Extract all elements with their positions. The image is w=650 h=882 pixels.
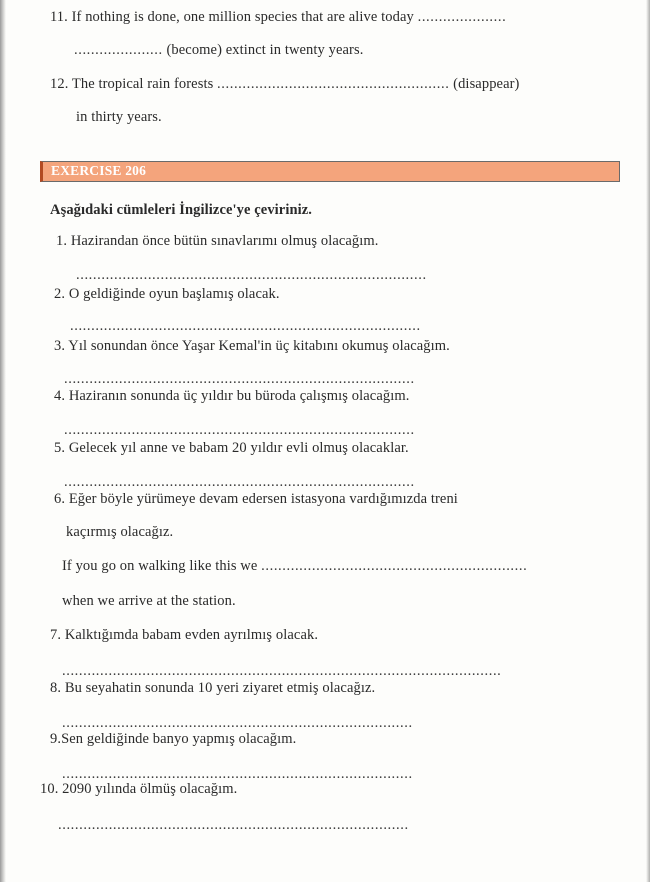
item-text: Kalktığımda babam evden ayrılmış olacak. [64,627,319,643]
item-number: 5. [54,440,66,456]
item-text: Haziranın sonunda üç yıldır bu büroda çalışmış olacağım. [68,388,410,404]
answer-blank-5[interactable]: ................................................................................... [64,474,415,490]
item-number: 7. [50,627,62,643]
item-number: 2. [54,286,66,302]
item-number: 6. [54,491,66,507]
answer-blank-7[interactable]: ........................................................................................................ [62,663,502,679]
item-number: 9. [50,731,62,747]
exercise-item-6-hint [62,557,527,575]
item-text: If nothing is done, one million species that are alive today [71,9,414,25]
exercise-item-10 [40,780,237,798]
item-number: 8. [50,680,62,696]
exercise-item-3 [54,337,450,355]
exercise-item-8 [50,679,375,697]
item-text: Eğer böyle yürümeye devam edersen istasyona vardığımızda treni [68,491,458,507]
answer-blank-6[interactable]: ............................................................... [261,558,528,574]
item-text: (become) extinct in twenty years. [166,42,364,58]
exercise-item-5 [54,439,409,457]
item-number: 12. [50,76,69,92]
answer-blank[interactable]: ....................................................... [217,76,450,92]
item-text: in thirty years. [76,109,162,125]
exercise-item-7 [50,626,318,644]
exercise-item-2 [54,285,280,303]
item-text: Yıl sonundan önce Yaşar Kemal'in üç kitabını okumuş olacağım. [68,338,450,354]
item-text: Hazirandan önce bütün sınavlarımı olmuş olacağım. [70,233,379,249]
prev-item-11-line1 [50,8,506,26]
exercise-item-1 [56,232,379,250]
exercise-item-4 [54,387,409,405]
answer-blank-8[interactable]: ................................................................................... [62,715,413,731]
item-text: Gelecek yıl anne ve babam 20 yıldır evli olmuş olacaklar. [68,440,409,456]
item-text: O geldiğinde oyun başlamış olacak. [68,286,280,302]
hint-text: If you go on walking like this we [62,558,258,574]
item-number: 11. [50,9,68,25]
prev-item-12-line2 [76,108,162,126]
item-number: 3. [54,338,66,354]
item-text: 2090 yılında ölmüş olacağım. [62,781,238,797]
answer-blank-4[interactable]: ................................................................................... [64,422,415,438]
exercise-instruction: Aşağıdaki cümleleri İngilizce'ye çeviriniz. [50,202,313,218]
exercise-item-6 [54,490,458,508]
item-text: Bu seyahatin sonunda 10 yeri ziyaret etmiş olacağız. [64,680,376,696]
exercise-item-6-hint-end: when we arrive at the station. [62,593,236,609]
item-text: The tropical rain forests [71,76,214,92]
answer-blank-9[interactable]: ................................................................................... [62,766,413,782]
answer-blank[interactable]: ..................... [74,42,163,58]
exercise-title: EXERCISE 206 [51,163,147,178]
item-number: 10. [40,781,59,797]
exercise-item-6-continuation: kaçırmış olacağız. [66,524,174,540]
answer-blank-1[interactable]: ................................................................................... [76,267,427,283]
answer-blank[interactable]: ..................... [417,9,507,25]
prev-item-12-line1 [50,75,519,93]
answer-blank-2[interactable]: ................................................................................... [70,318,421,334]
item-number: 4. [54,388,66,404]
exercise-item-9 [50,730,296,748]
exercise-header-banner [40,161,620,182]
page-edge-left [0,0,6,882]
item-verb-hint: (disappear) [453,76,520,92]
item-text: Sen geldiğinde banyo yapmış olacağım. [61,731,297,747]
answer-blank-3[interactable]: ................................................................................... [64,371,415,387]
prev-item-11-line2 [74,41,363,59]
page-edge-right [646,0,650,882]
item-number: 1. [56,233,68,249]
answer-blank-10[interactable]: ................................................................................... [58,817,409,833]
